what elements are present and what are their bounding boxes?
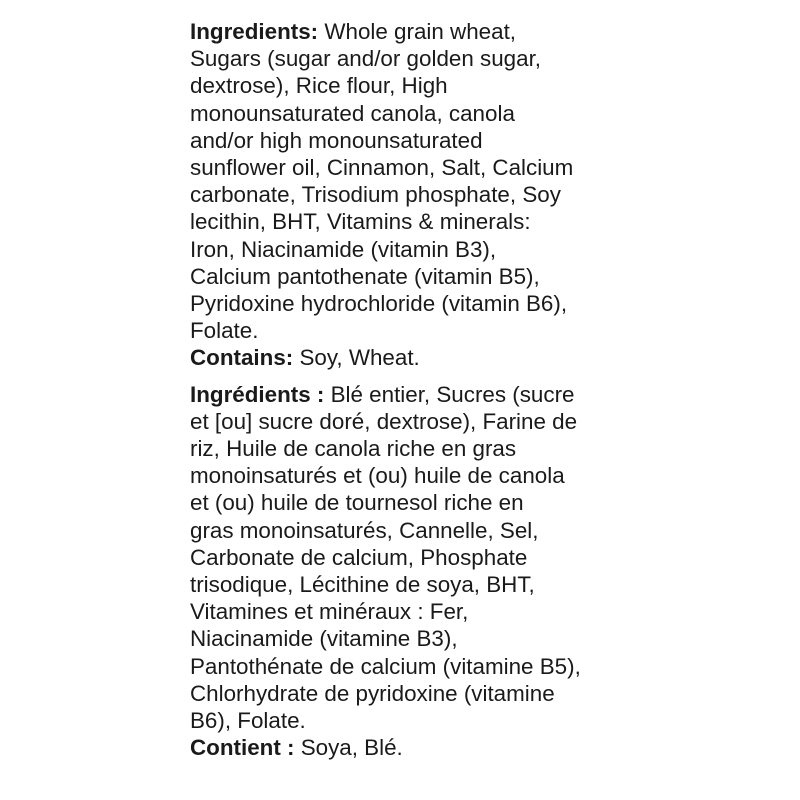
ingredients-heading-fr: Ingrédients :: [190, 381, 325, 407]
line-text: Blé entier, Sucres (sucre: [324, 381, 575, 407]
ingredients-line: trisodique, Lécithine de soya, BHT,: [190, 572, 535, 598]
ingredients-line: Carbonate de calcium, Phosphate: [190, 544, 528, 570]
ingredients-line: and/or high monounsaturated: [190, 127, 483, 153]
ingredients-line: Chlorhydrate de pyridoxine (vitamine: [190, 680, 555, 706]
line-text: Whole grain wheat,: [318, 19, 517, 44]
ingredients-line: sunflower oil, Cinnamon, Salt, Calcium: [190, 155, 574, 181]
line-text: Soya, Blé.: [294, 735, 403, 761]
ingredients-label: [190, 18, 630, 761]
line-text: Soy, Wheat.: [293, 345, 420, 371]
ingredients-line: Niacinamide (vitamine B3),: [190, 626, 458, 652]
ingredients-line: [190, 381, 630, 408]
english-ingredients-block: [190, 18, 630, 372]
ingredients-heading: Ingredients:: [190, 19, 319, 44]
french-ingredients-block: [190, 381, 630, 762]
ingredients-line: lecithin, BHT, Vitamins & minerals:: [190, 209, 531, 235]
ingredients-line: monounsaturated canola, canola: [190, 100, 515, 126]
ingredients-line: Calcium pantothenate (vitamin B5),: [190, 263, 540, 289]
ingredients-line: dextrose), Rice flour, High: [190, 73, 448, 99]
ingredients-line: Pantothénate de calcium (vitamine B5),: [190, 653, 581, 679]
ingredients-line: Sugars (sugar and/or golden sugar,: [190, 46, 542, 72]
contains-line: [190, 344, 630, 371]
ingredients-line: Pyridoxine hydrochloride (vitamin B6),: [190, 291, 568, 317]
ingredients-line: [190, 18, 630, 45]
contains-heading: Contains:: [190, 345, 294, 371]
ingredients-line: B6), Folate.: [190, 708, 306, 734]
ingredients-line: monoinsaturés et (ou) huile de canola: [190, 463, 565, 489]
ingredients-line: et [ou] sucre doré, dextrose), Farine de: [190, 408, 578, 434]
ingredients-line: Vitamines et minéraux : Fer,: [190, 599, 469, 625]
ingredients-line: Iron, Niacinamide (vitamin B3),: [190, 236, 497, 262]
contains-heading-fr: Contient :: [190, 735, 295, 761]
ingredients-line: gras monoinsaturés, Cannelle, Sel,: [190, 517, 539, 543]
ingredients-line: Folate.: [190, 318, 259, 344]
contains-line-fr: [190, 734, 630, 761]
ingredients-line: riz, Huile de canola riche en gras: [190, 436, 517, 462]
ingredients-line: carbonate, Trisodium phosphate, Soy: [190, 182, 561, 208]
ingredients-line: et (ou) huile de tournesol riche en: [190, 490, 524, 516]
